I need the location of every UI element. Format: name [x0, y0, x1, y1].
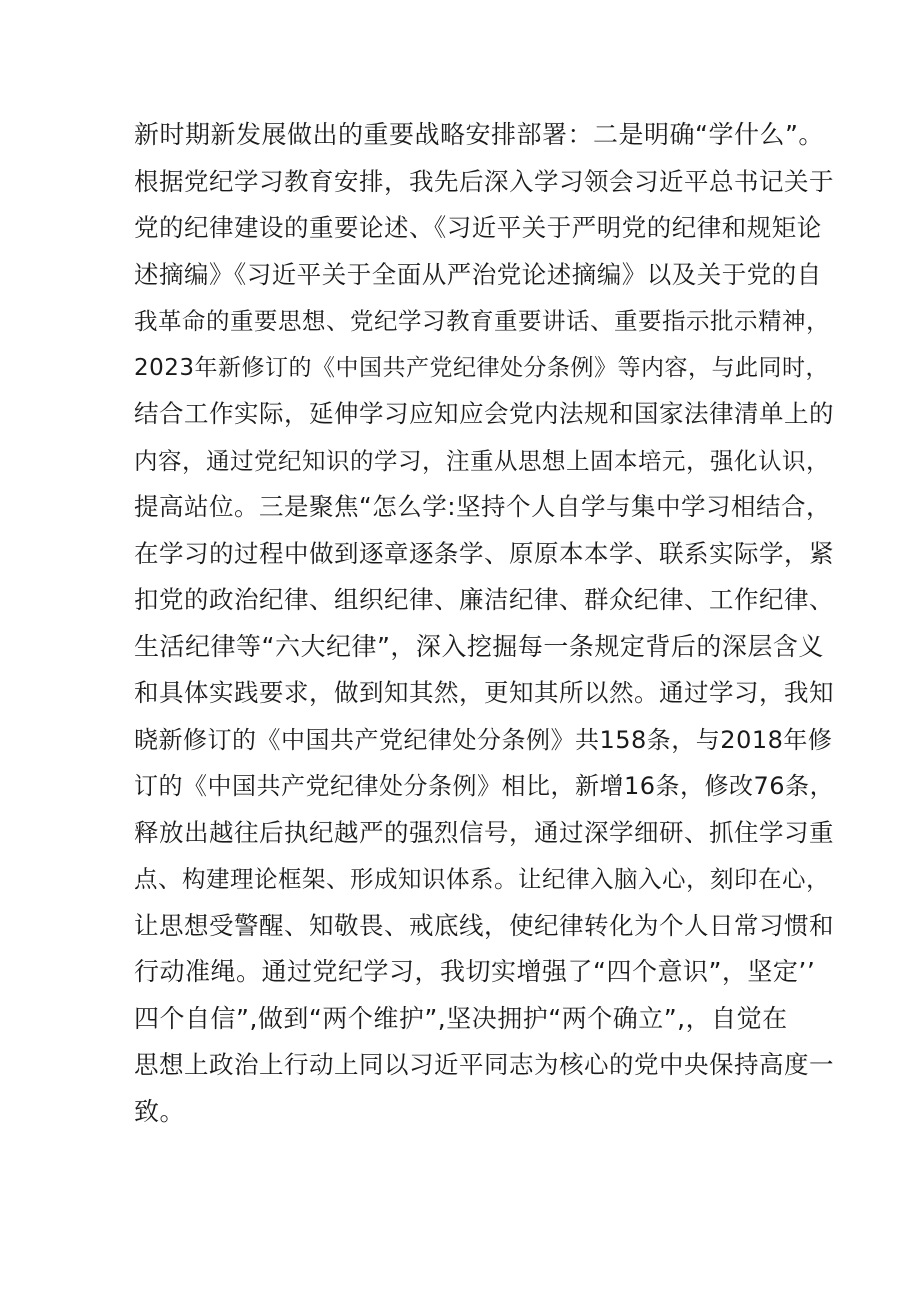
text-line: 让思想受警醒、知敬畏、戒底线，使纪律转化为个人日常习惯和 — [134, 910, 834, 940]
text-line: 2023年新修订的《中国共产党纪律处分条例》等内容，与此同时， — [134, 354, 830, 381]
text-line: 党的纪律建设的重要论述、《习近平关于严明党的纪律和规矩论 — [134, 213, 822, 242]
text-line: 和具体实践要求，做到知其然，更知其所以然。通过学习，我知 — [134, 678, 834, 707]
text-line: 晓新修订的《中国共产党纪律处分条例》共158条，与2018年修 — [134, 725, 833, 754]
text-line: 结合工作实际，延伸学习应知应会党内法规和国家法律清单上的 — [134, 399, 834, 428]
text-line: 内容，通过党纪知识的学习，注重从思想上固本培元，强化认识， — [134, 446, 830, 475]
text-line: 思想上政治上行动上同以习近平同志为核心的党中央保持高度一 — [134, 1050, 834, 1079]
text-line: 生活纪律等“六大纪律”，深入挖掘每一条规定背后的深层含义 — [134, 631, 824, 661]
text-line: 致。 — [134, 1096, 186, 1126]
text-line: 点、构建理论框架、形成知识体系。让纪律入脑入心，刻印在心， — [134, 865, 830, 893]
text-line: 我革命的重要思想、党纪学习教育重要讲话、重要指示批示精神， — [134, 307, 830, 335]
text-line: 根据党纪学习教育安排，我先后深入学习领会习近平总书记关于 — [134, 166, 834, 196]
text-line: 四个自信”,做到“两个维护”,坚决拥护“两个确立”,，自觉在 — [134, 1003, 788, 1033]
text-line: 在学习的过程中做到逐章逐条学、原原本本学、联系实际学，紧 — [134, 538, 834, 568]
body-paragraph — [134, 112, 835, 1135]
text-line: 提高站位。三是聚焦“怎么学:坚持个人自学与集中学习相结合， — [134, 492, 831, 521]
text-line: 释放出越往后执纪越严的强烈信号，通过深学细研、抓住学习重 — [134, 817, 834, 847]
text-line: 行动准绳。通过党纪学习，我切实增强了“四个意识”，坚定’’ — [134, 957, 816, 986]
text-line: 述摘编》《习近平关于全面从严治党论述摘编》以及关于党的自 — [134, 259, 822, 289]
text-line: 扣党的政治纪律、组织纪律、廉洁纪律、群众纪律、工作纪律、 — [134, 585, 834, 614]
text-line: 新时期新发展做出的重要战略安排部署：二是明确“学什么”。 — [134, 120, 824, 149]
text-line: 订的《中国共产党纪律处分条例》相比，新增16条，修改76条， — [134, 772, 835, 800]
